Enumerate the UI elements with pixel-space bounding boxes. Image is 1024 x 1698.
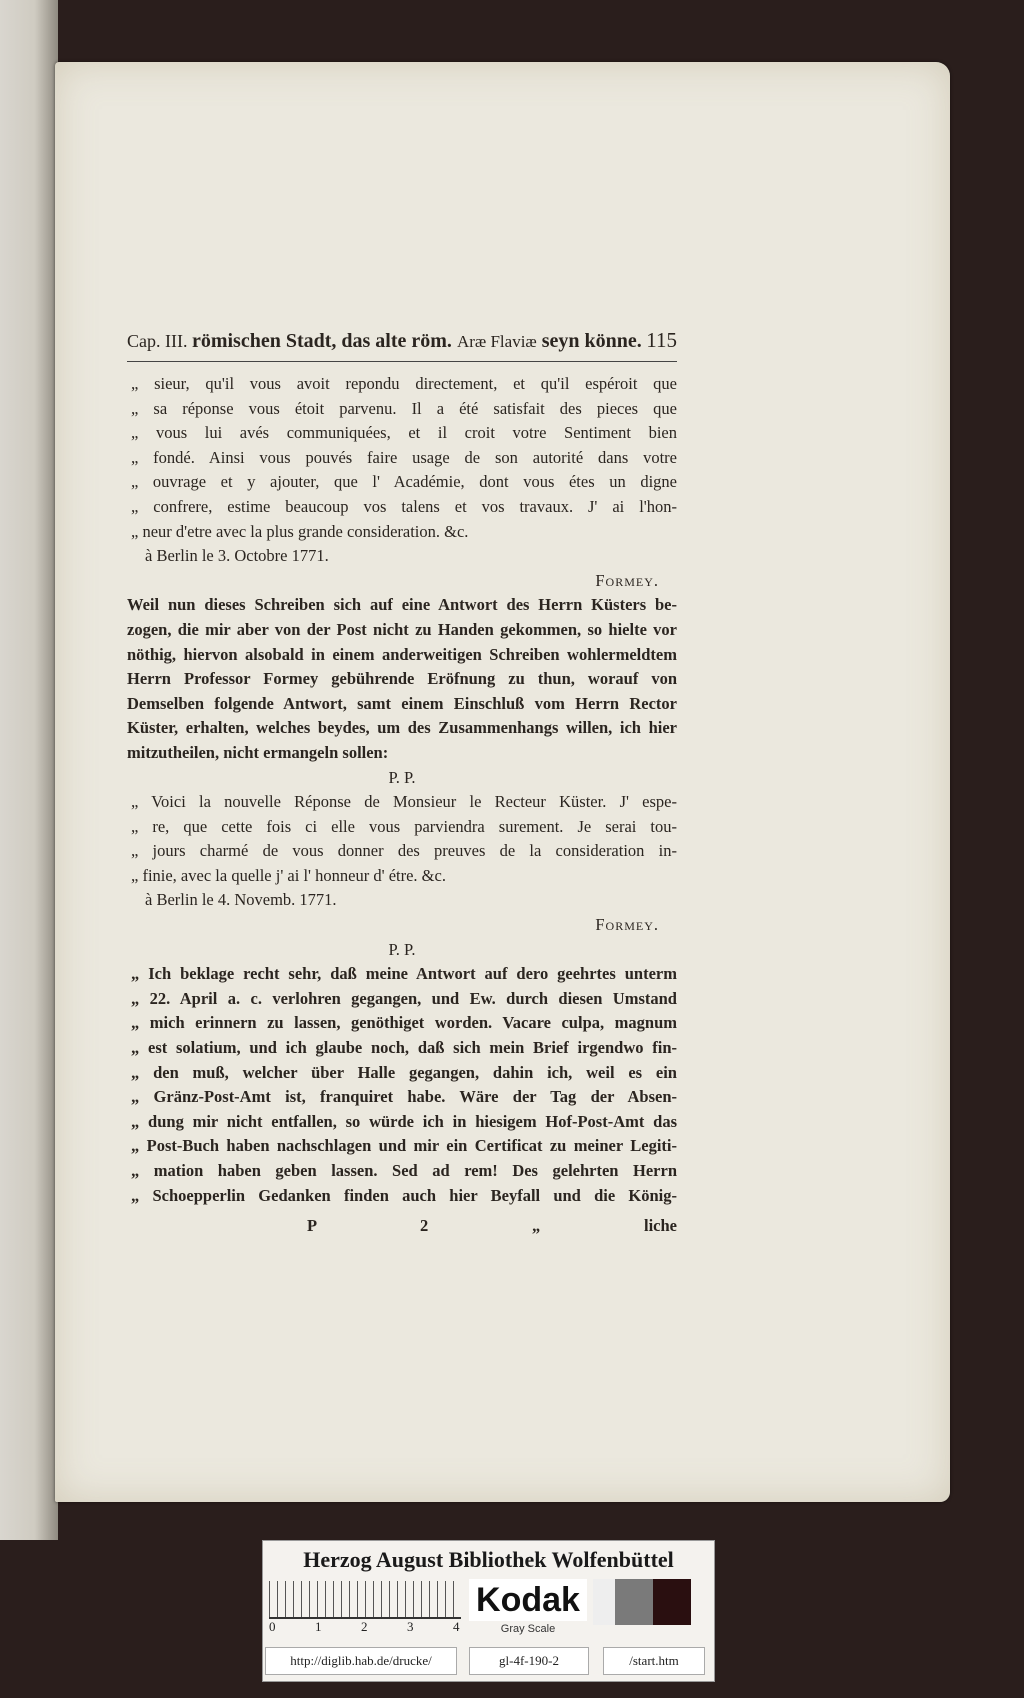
dateline: à Berlin le 3. Octobre 1771. bbox=[145, 546, 329, 566]
header-title-latin: Aræ Flaviæ bbox=[456, 332, 537, 351]
kodak-logo: Kodak bbox=[469, 1579, 587, 1621]
ruler-number: 4 bbox=[453, 1619, 460, 1634]
url-label: http://diglib.hab.de/drucke/ bbox=[265, 1647, 457, 1675]
header-title-end: seyn könne. bbox=[541, 330, 642, 352]
text-line: Küster, erhalten, welches beydes, um des Zusammenhangs willen, ich hier bbox=[127, 718, 677, 738]
text-line: „ re, que cette fois ci elle vous parviendra surement. Je serai tou- bbox=[131, 816, 677, 836]
start-label: /start.htm bbox=[603, 1647, 705, 1675]
text-line: „ Ich beklage recht sehr, daß meine Antwort auf dero geehrtes unterm bbox=[131, 964, 677, 984]
ruler-scale bbox=[269, 1581, 461, 1619]
gray-patch bbox=[615, 1579, 653, 1625]
ruler-number: 0 bbox=[269, 1619, 276, 1634]
salutation: P. P. bbox=[388, 939, 416, 959]
text-line: nöthig, hiervon alsobald in einem anderweitigen Schreiben wohlermeldtem bbox=[127, 644, 677, 664]
text-line: mitzutheilen, nicht ermangeln sollen: bbox=[127, 742, 389, 762]
text-line: Demselben folgende Antwort, samt einem Einschluß vom Herrn Rector bbox=[127, 693, 677, 713]
gray-patch bbox=[593, 1579, 615, 1625]
page-number: 115 bbox=[646, 328, 677, 352]
grayscale-label: Gray Scale bbox=[500, 1623, 556, 1635]
text-line: „ 22. April a. c. verlohren gegangen, und Ew. durch diesen Umstand bbox=[131, 988, 677, 1008]
header-title bbox=[192, 330, 642, 353]
text-line: „ finie, avec la quelle j' ai l' honneur d' étre. &c. bbox=[131, 865, 446, 885]
header-title-fraktur: römischen Stadt, das alte röm. bbox=[191, 330, 452, 352]
signature-formey: Formey. bbox=[595, 570, 659, 590]
adjacent-page-edge bbox=[0, 0, 58, 1540]
gray-patch bbox=[653, 1579, 691, 1625]
color-calibration-bar bbox=[262, 1540, 715, 1682]
running-header bbox=[127, 328, 677, 353]
text-line: „ Gränz-Post-Amt ist, franquiret habe. Wäre der Tag der Absen- bbox=[131, 1087, 677, 1107]
text-line: „ Voici la nouvelle Réponse de Monsieur le Recteur Küster. J' espe- bbox=[131, 792, 677, 812]
text-line: Weil nun dieses Schreiben sich auf eine Antwort des Herrn Küsters be- bbox=[127, 595, 677, 615]
text-line: „ est solatium, und ich glaube noch, daß sich mein Brief irgendwo fin- bbox=[131, 1038, 677, 1058]
text-line: „ mation haben geben lassen. Sed ad rem! Des gelehrten Herrn bbox=[131, 1161, 677, 1180]
catchword: „ liche bbox=[531, 1216, 677, 1236]
dateline: à Berlin le 4. Novemb. 1771. bbox=[145, 890, 337, 910]
text-line: „ sieur, qu'il vous avoit repondu directement, et qu'il espéroit que bbox=[131, 374, 677, 393]
signature-mark: P 2 bbox=[307, 1216, 429, 1236]
salutation: P. P. bbox=[388, 767, 416, 787]
text-line: „ sa réponse vous étoit parvenu. Il a été satisfait des pieces que bbox=[131, 398, 677, 418]
text-line: „ ouvrage et y ajouter, que l' Académie, dont vous étes un digne bbox=[131, 472, 677, 492]
text-line: „ Post-Buch haben nachschlagen und mir ein Certificat zu meiner Legiti- bbox=[131, 1136, 677, 1156]
ruler-number: 1 bbox=[315, 1619, 322, 1634]
text-line: „ mich erinnern zu lassen, genöthiget worden. Vacare culpa, magnum bbox=[131, 1013, 677, 1033]
text-line: Herrn Professor Formey gebührende Eröfnung zu thun, worauf von bbox=[127, 669, 677, 689]
chapter-label: Cap. III. bbox=[127, 331, 188, 351]
text-line: „ neur d'etre avec la plus grande consideration. &c. bbox=[131, 521, 469, 541]
library-name: Herzog August Bibliothek Wolfenbüttel bbox=[303, 1547, 674, 1572]
text-line: „ fondé. Ainsi vous pouvés faire usage de son autorité dans votre bbox=[131, 447, 677, 467]
page-text bbox=[127, 328, 677, 1239]
ruler-number: 3 bbox=[407, 1619, 414, 1634]
text-line: „ jours charmé de vous donner des preuves de la consideration in- bbox=[131, 841, 677, 861]
signature-formey: Formey. bbox=[595, 915, 659, 935]
id-label: gl-4f-190-2 bbox=[469, 1647, 589, 1675]
text-line: zogen, die mir aber von der Post nicht zu Handen gekommen, so hielte vor bbox=[127, 619, 677, 639]
text-line: „ vous lui avés communiquées, et il croit votre Sentiment bien bbox=[131, 423, 677, 443]
header-rule bbox=[127, 361, 677, 362]
text-line: „ dung mir nicht entfallen, so würde ich in hiesigem Hof-Post-Amt das bbox=[131, 1111, 677, 1131]
page-footer bbox=[127, 1214, 677, 1239]
text-line: „ confrere, estime beaucoup vos talens et vos travaux. J' ai l'hon- bbox=[131, 496, 677, 516]
text-line: „ Schoepperlin Gedanken finden auch hier Beyfall und die König- bbox=[131, 1185, 677, 1205]
text-line: „ den muß, welcher über Halle gegangen, dahin ich, weil es ein bbox=[131, 1062, 677, 1082]
ruler-number: 2 bbox=[361, 1619, 368, 1634]
